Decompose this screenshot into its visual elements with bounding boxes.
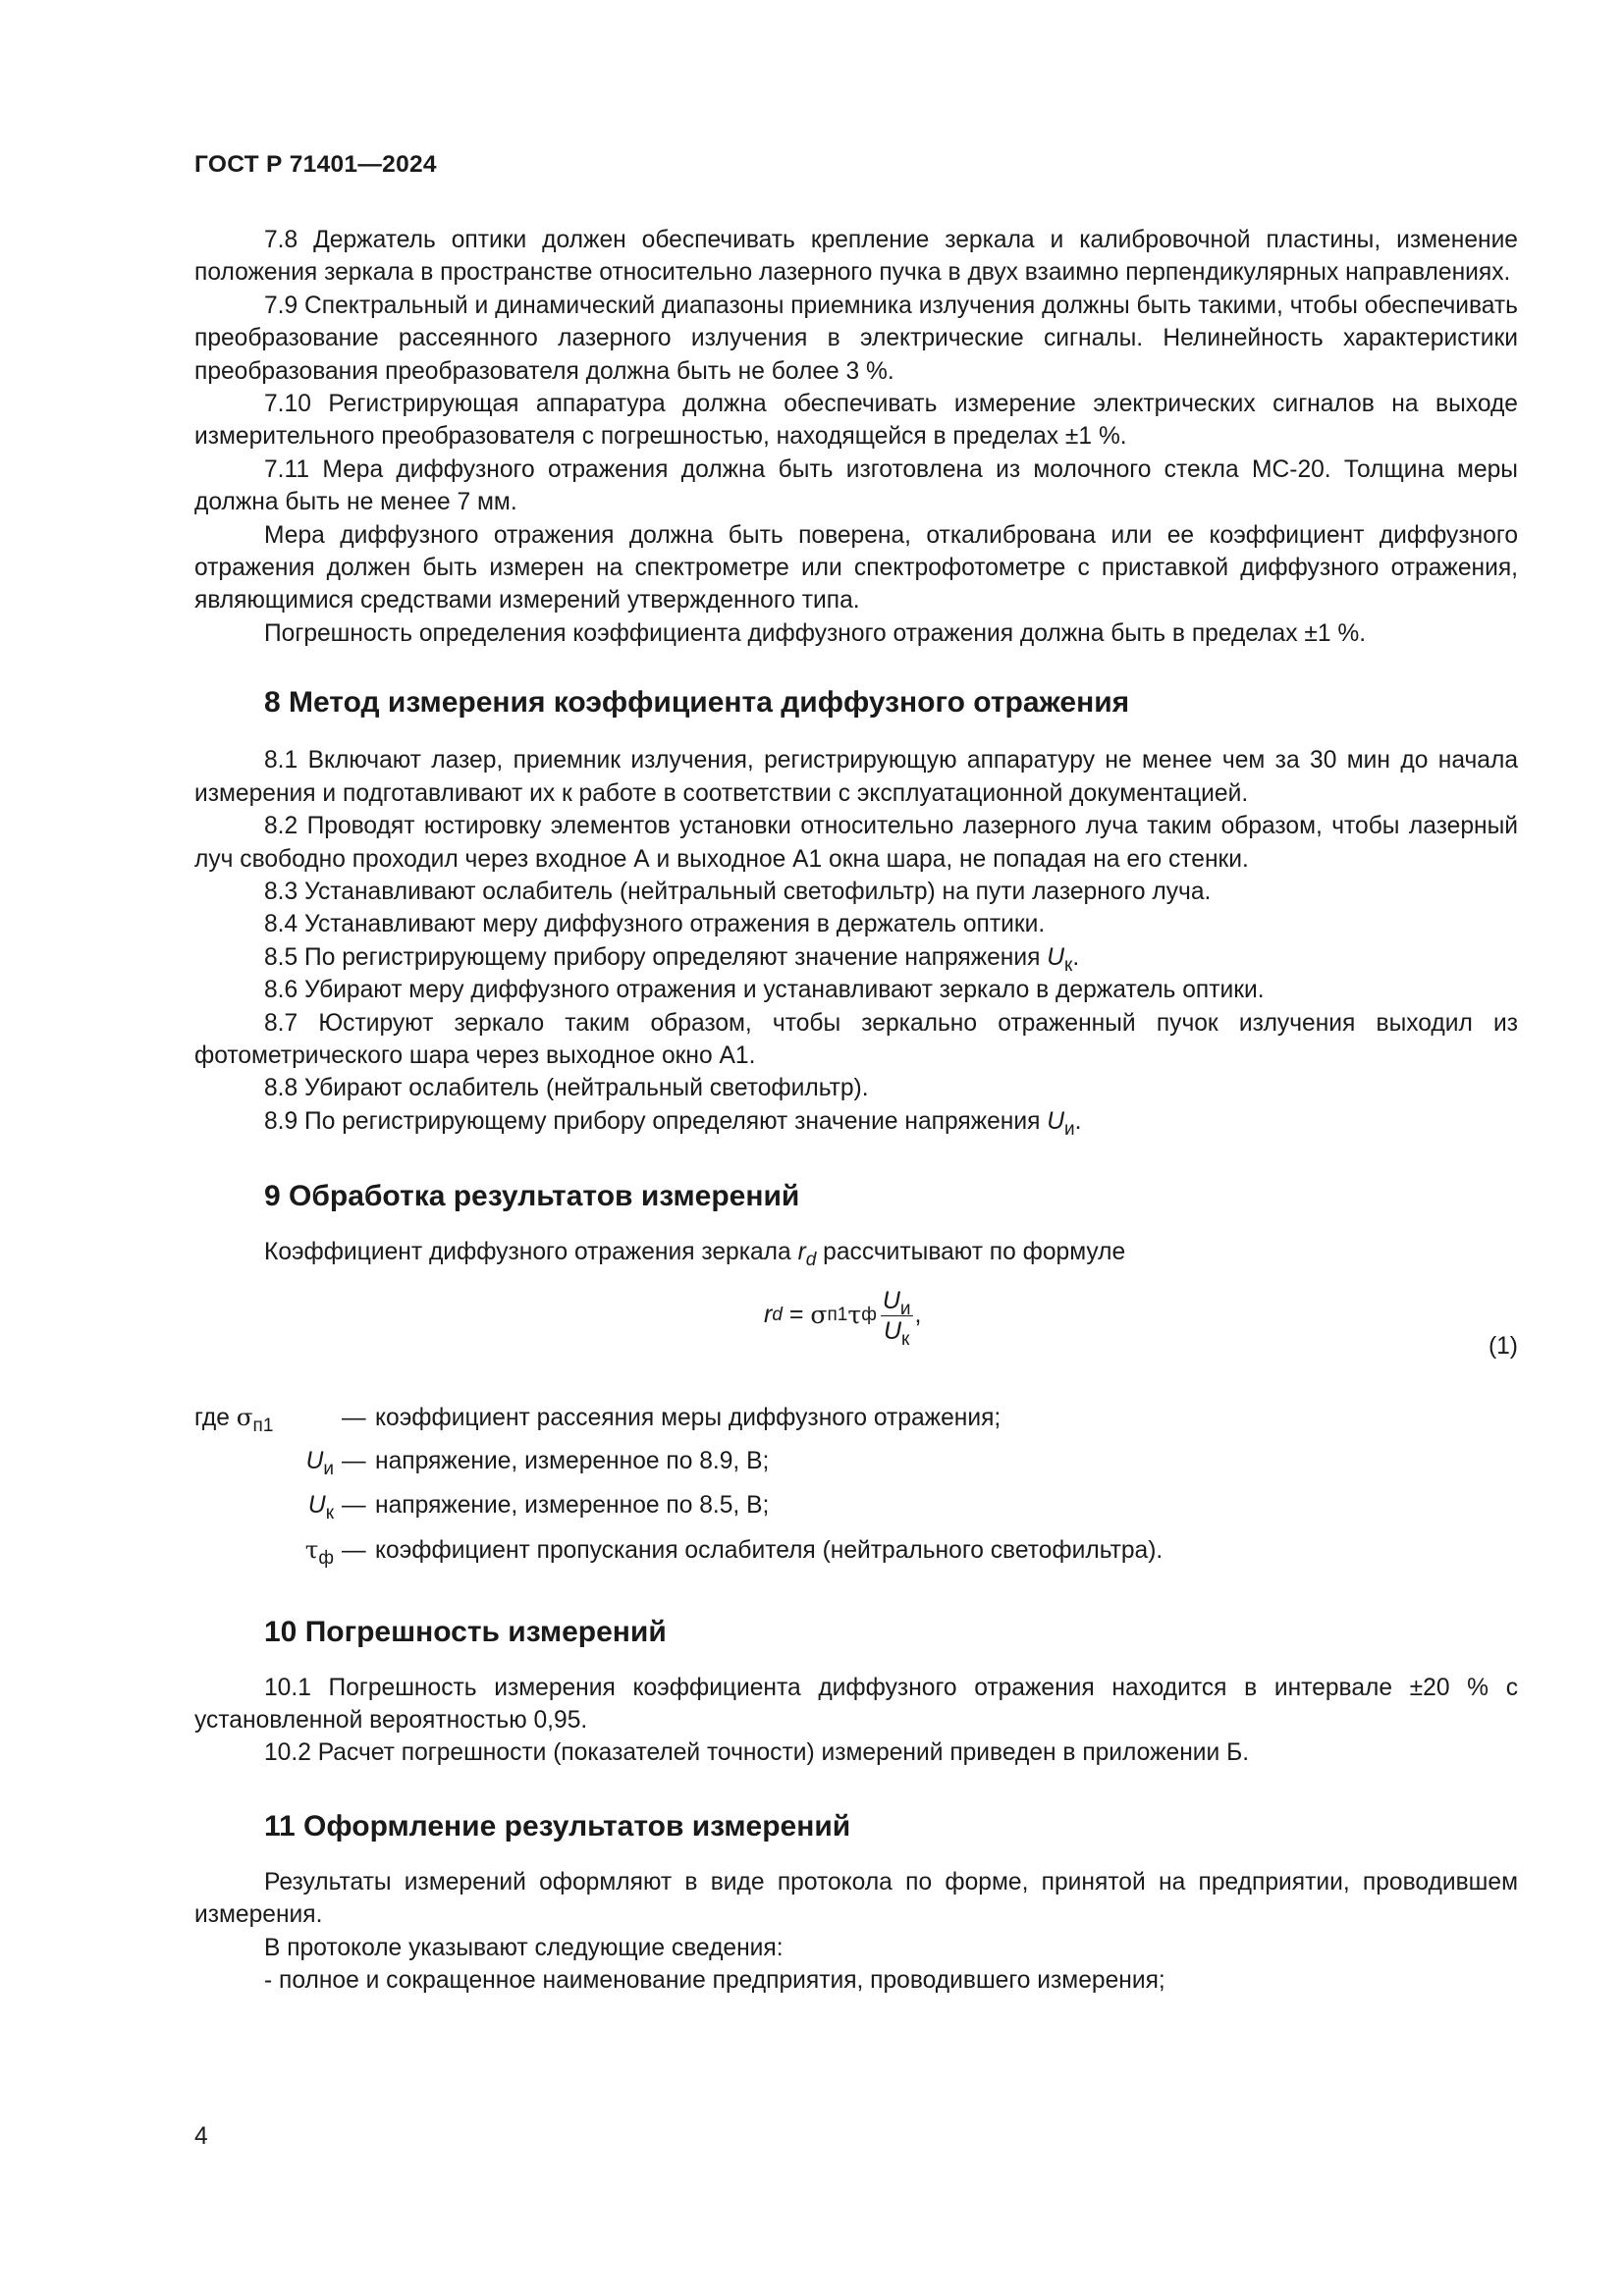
paragraph-10-1: 10.1 Погрешность измерения коэффициента диффузного отражения находится в интервале ±20 % с установленной вероятностью 0,95. (194, 1674, 1518, 1734)
paragraph-8-7: 8.7 Юстируют зеркало таким образом, чтобы зеркально отраженный пучок излучения выходил из фотометрического шара через выходное окно А1. (194, 1009, 1518, 1069)
def-sym: U (307, 1491, 326, 1519)
definition-symbol (194, 1533, 342, 1567)
definition-dash: — (342, 1536, 366, 1564)
fraction-numerator (881, 1286, 913, 1319)
formula-block (194, 1287, 1518, 1381)
where-word: где (194, 1404, 237, 1431)
definition-row (194, 1445, 1518, 1489)
def-sub: п1 (252, 1415, 274, 1436)
definition-text: напряжение, измеренное по 8.5, В; (375, 1491, 770, 1519)
paragraph-7-11-b: Мера диффузного отражения должна быть поверена, откалибрована или ее коэффициент диффузного отражения должен быть измерен на спектрометре или спектрофотометре с приставкой диффузного отражения, являющимися средствами измерений утвержденного типа. (194, 521, 1518, 614)
paragraph-8-2: 8.2 Проводят юстировку элементов установки относительно лазерного луча таким образом, чтобы лазерный луч свободно проходил через входное А и выходное А1 окна шара, не попадая на его стенки. (194, 813, 1518, 873)
sub-i: и (1064, 1118, 1075, 1140)
def-sub: ф (318, 1547, 334, 1569)
paragraph-8-5: 8.5 По регистрирующему прибору определяют значение напряжения $U_к$. (264, 943, 1080, 976)
fraction-denominator (882, 1316, 911, 1350)
definition-dash: — (342, 1404, 366, 1431)
paragraph-8-9-text: 8.9 По регистрирующему прибору определяют значение напряжения (264, 1107, 1048, 1135)
definition-dash: — (342, 1447, 366, 1474)
numerator-var: U (882, 1286, 900, 1314)
formula-sigma: σ (810, 1301, 828, 1330)
formula-fraction (881, 1286, 913, 1350)
sub-d: d (805, 1250, 817, 1271)
numerator-sub: и (899, 1298, 911, 1319)
intro-text: Коэффициент диффузного отражения зеркала (264, 1239, 798, 1266)
paragraph-8-8: 8.8 Убирают ослабитель (нейтральный светофильтр). (264, 1075, 869, 1102)
var-u-k: U (1047, 943, 1065, 971)
intro-tail: рассчитывают по формуле (816, 1239, 1126, 1266)
formula-lhs-var: r (764, 1301, 773, 1329)
section-8-heading: 8 Метод измерения коэффициента диффузного отражения (264, 686, 1130, 720)
paragraph-7-11-c: Погрешность определения коэффициента диффузного отражения должна быть в пределах ±1 %. (264, 619, 1367, 647)
paragraph-8-5-text: 8.5 По регистрирующему прибору определяют значение напряжения (264, 943, 1048, 971)
paragraph-8-6: 8.6 Убирают меру диффузного отражения и устанавливают зеркало в держатель оптики. (264, 977, 1265, 1004)
paragraph-10-2: 10.2 Расчет погрешности (показателей точности) измерений приведен в приложении Б. (264, 1739, 1250, 1767)
definition-text: напряжение, измеренное по 8.9, В; (375, 1447, 770, 1474)
paragraph-7-8: 7.8 Держатель оптики должен обеспечивать крепление зеркала и калибровочной пластины, изменение положения зеркала в пространстве относительно лазерного пучка в двух взаимно перпендикулярных направлениях. (194, 227, 1518, 287)
paragraph-8-1: 8.1 Включают лазер, приемник излучения, регистрирующую аппаратуру не менее чем за 30 мин до начала измерения и подготавливают их к работе в соответствии с эксплуатационной документацией. (194, 747, 1518, 807)
formula-equals: = (782, 1301, 811, 1329)
paragraph-11-2: В протоколе указывают следующие сведения: (264, 1934, 784, 1961)
var-r-d: r (797, 1239, 806, 1266)
page-number: 4 (194, 2123, 208, 2150)
def-sym: τ (304, 1534, 319, 1564)
paragraph-9-intro (194, 1236, 1518, 1271)
definition-row (194, 1401, 1518, 1445)
paragraph-7-9: 7.9 Спектральный и динамический диапазоны приемника излучения должны быть такими, чтобы обеспечивать преобразование рассеянного лазерного излучения в электрические сигналы. Нелинейность характеристики преобразования преобразователя должна быть не более 3 %. (194, 292, 1518, 385)
equation-number: (1) (1488, 1332, 1518, 1360)
definition-symbol (194, 1445, 342, 1477)
paragraph-8-3: 8.3 Устанавливают ослабитель (нейтральный светофильтр) на пути лазерного луча. (264, 878, 1212, 905)
definition-text: коэффициент рассеяния меры диффузного отражения; (375, 1404, 1001, 1431)
definition-row (194, 1533, 1518, 1577)
section-9-heading: 9 Обработка результатов измерений (264, 1180, 800, 1213)
paragraph-7-11: 7.11 Мера диффузного отражения должна быть изготовлена из молочного стекла МС-20. Толщина меры должна быть не менее 7 мм. (194, 455, 1518, 516)
paragraph-7-10: 7.10 Регистрирующая аппаратура должна обеспечивать измерение электрических сигналов на выходе измерительного преобразователя с погрешностью, находящейся в пределах ±1 %. (194, 391, 1518, 451)
def-sub: к (325, 1502, 334, 1523)
where-definitions (194, 1401, 1518, 1577)
definition-dash: — (342, 1491, 366, 1519)
def-sym: U (305, 1447, 324, 1474)
definition-text: коэффициент пропускания ослабителя (нейтрального светофильтра). (375, 1536, 1164, 1564)
section-11-heading: 11 Оформление результатов измерений (264, 1809, 851, 1842)
section-10-heading: 10 Погрешность измерений (264, 1615, 667, 1648)
document-page (194, 0, 1518, 2296)
formula-comma: , (914, 1301, 922, 1329)
var-u-i: U (1047, 1107, 1065, 1135)
denominator-sub: к (901, 1328, 910, 1350)
definition-symbol (194, 1401, 342, 1434)
formula-tau: τ (847, 1301, 862, 1330)
def-sub: и (323, 1458, 334, 1479)
formula-1: r d = σ п1 τ ф $\frac{U_и}{U_к}$ , (764, 1286, 922, 1350)
paragraph-8-9: 8.9 По регистрирующему прибору определяют значение напряжения $U_и$. (264, 1107, 1082, 1140)
document-header: ГОСТ Р 71401—2024 (194, 151, 437, 178)
paragraph-11-1: Результаты измерений оформляют в виде протокола по форме, принятой на предприятии, проводившем измерения. (194, 1868, 1518, 1929)
definition-symbol (194, 1489, 342, 1522)
list-item: - полное и сокращенное наименование предприятия, проводившего измерения; (264, 1967, 1165, 1994)
paragraph-8-4: 8.4 Устанавливают меру диффузного отражения в держатель оптики. (264, 911, 1046, 938)
sub-k: к (1064, 954, 1073, 976)
definition-row (194, 1489, 1518, 1533)
denominator-var: U (883, 1316, 902, 1345)
document-body (194, 224, 1518, 1997)
def-sym: σ (236, 1402, 253, 1431)
